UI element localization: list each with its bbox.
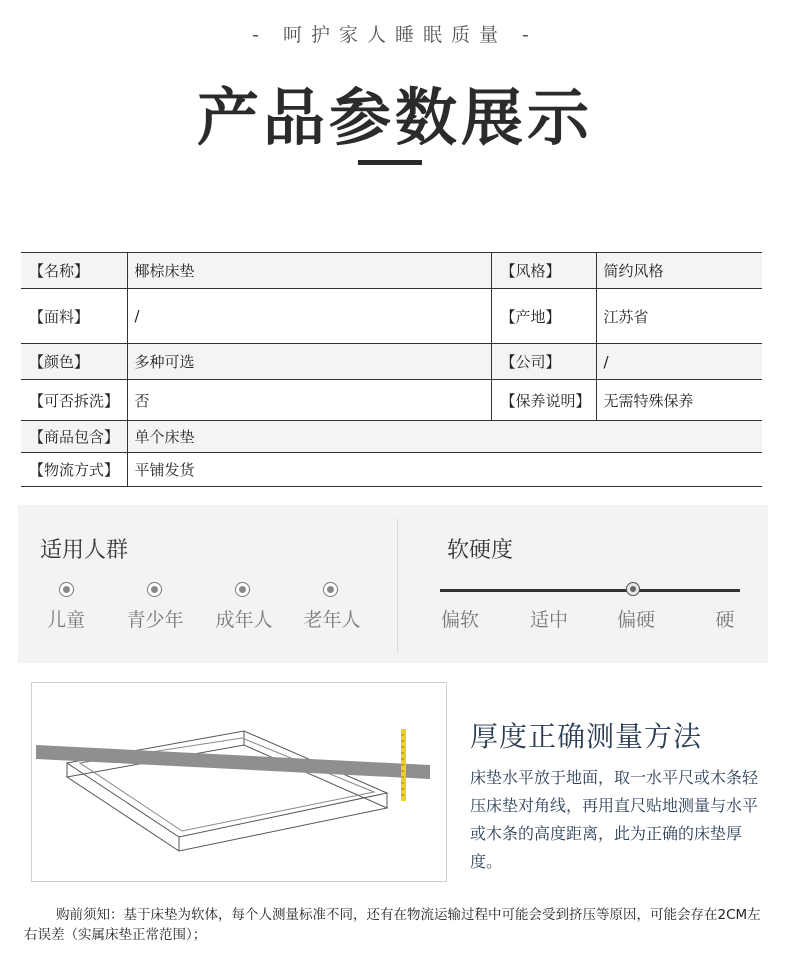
firmness-heading: 软硬度 (447, 538, 514, 563)
panel-divider (397, 518, 398, 653)
page-subtitle: - 呵护家人睡眠质量 - (252, 24, 538, 46)
firmness-label-firm: 偏硬 (616, 609, 655, 631)
param-value: 无需特殊保养 (597, 380, 762, 421)
firmness-label-hard: 硬 (715, 609, 735, 631)
param-value: / (128, 289, 492, 344)
level-bar (36, 745, 430, 779)
option-label-elderly: 老年人 (303, 609, 361, 631)
firmness-scale-track (440, 589, 740, 592)
firmness-label-medium: 适中 (529, 609, 568, 631)
mattress-diagram (32, 683, 446, 881)
param-value: 简约风格 (597, 253, 762, 289)
title-underline (358, 160, 422, 165)
measure-description: 床垫水平放于地面，取一水平尺或木条轻压床垫对角线，再用直尺贴地测量与水平或木条的高度距离，此为正确的床垫厚度。 (470, 768, 759, 871)
param-key: 【产地】 (492, 289, 597, 344)
radio-children[interactable] (59, 582, 74, 597)
param-key: 【名称】 (21, 253, 128, 289)
param-key: 【可否拆洗】 (21, 380, 128, 421)
param-value: 椰棕床垫 (128, 253, 492, 289)
table-row (21, 289, 762, 344)
purchase-note: 购前须知：基于床垫为软体，每个人测量标准不同，还有在物流运输过程中可能会受到挤压等原因，可能会存在2CM左右误差（实属床垫正常范围）； (24, 907, 761, 943)
param-value: / (597, 344, 762, 380)
page-title: 产品参数展示 (196, 81, 593, 154)
param-value: 江苏省 (597, 289, 762, 344)
radio-adult[interactable] (235, 582, 250, 597)
table-row (21, 380, 762, 421)
param-key: 【风格】 (492, 253, 597, 289)
param-key: 【公司】 (492, 344, 597, 380)
option-label-adult: 成年人 (215, 609, 273, 631)
param-key: 【商品包含】 (21, 421, 128, 453)
attributes-panel (18, 505, 768, 663)
table-row (21, 344, 762, 380)
option-label-children: 儿童 (46, 609, 85, 631)
firmness-scale-marker[interactable] (626, 582, 640, 596)
param-value: 多种可选 (128, 344, 492, 380)
table-row (21, 453, 762, 487)
suitable-heading: 适用人群 (40, 538, 129, 563)
measure-heading: 厚度正确测量方法 (470, 720, 703, 753)
table-row (21, 421, 762, 453)
param-key: 【颜色】 (21, 344, 128, 380)
param-value: 平铺发货 (128, 453, 762, 487)
param-key: 【保养说明】 (492, 380, 597, 421)
product-params-table (21, 252, 762, 487)
option-label-teen: 青少年 (126, 609, 184, 631)
param-value: 否 (128, 380, 492, 421)
param-key: 【物流方式】 (21, 453, 128, 487)
table-row (21, 253, 762, 289)
radio-teen[interactable] (147, 582, 162, 597)
firmness-label-soft: 偏软 (440, 609, 479, 631)
radio-elderly[interactable] (323, 582, 338, 597)
param-key: 【面料】 (21, 289, 128, 344)
measure-illustration (31, 682, 447, 882)
param-value: 单个床垫 (128, 421, 762, 453)
